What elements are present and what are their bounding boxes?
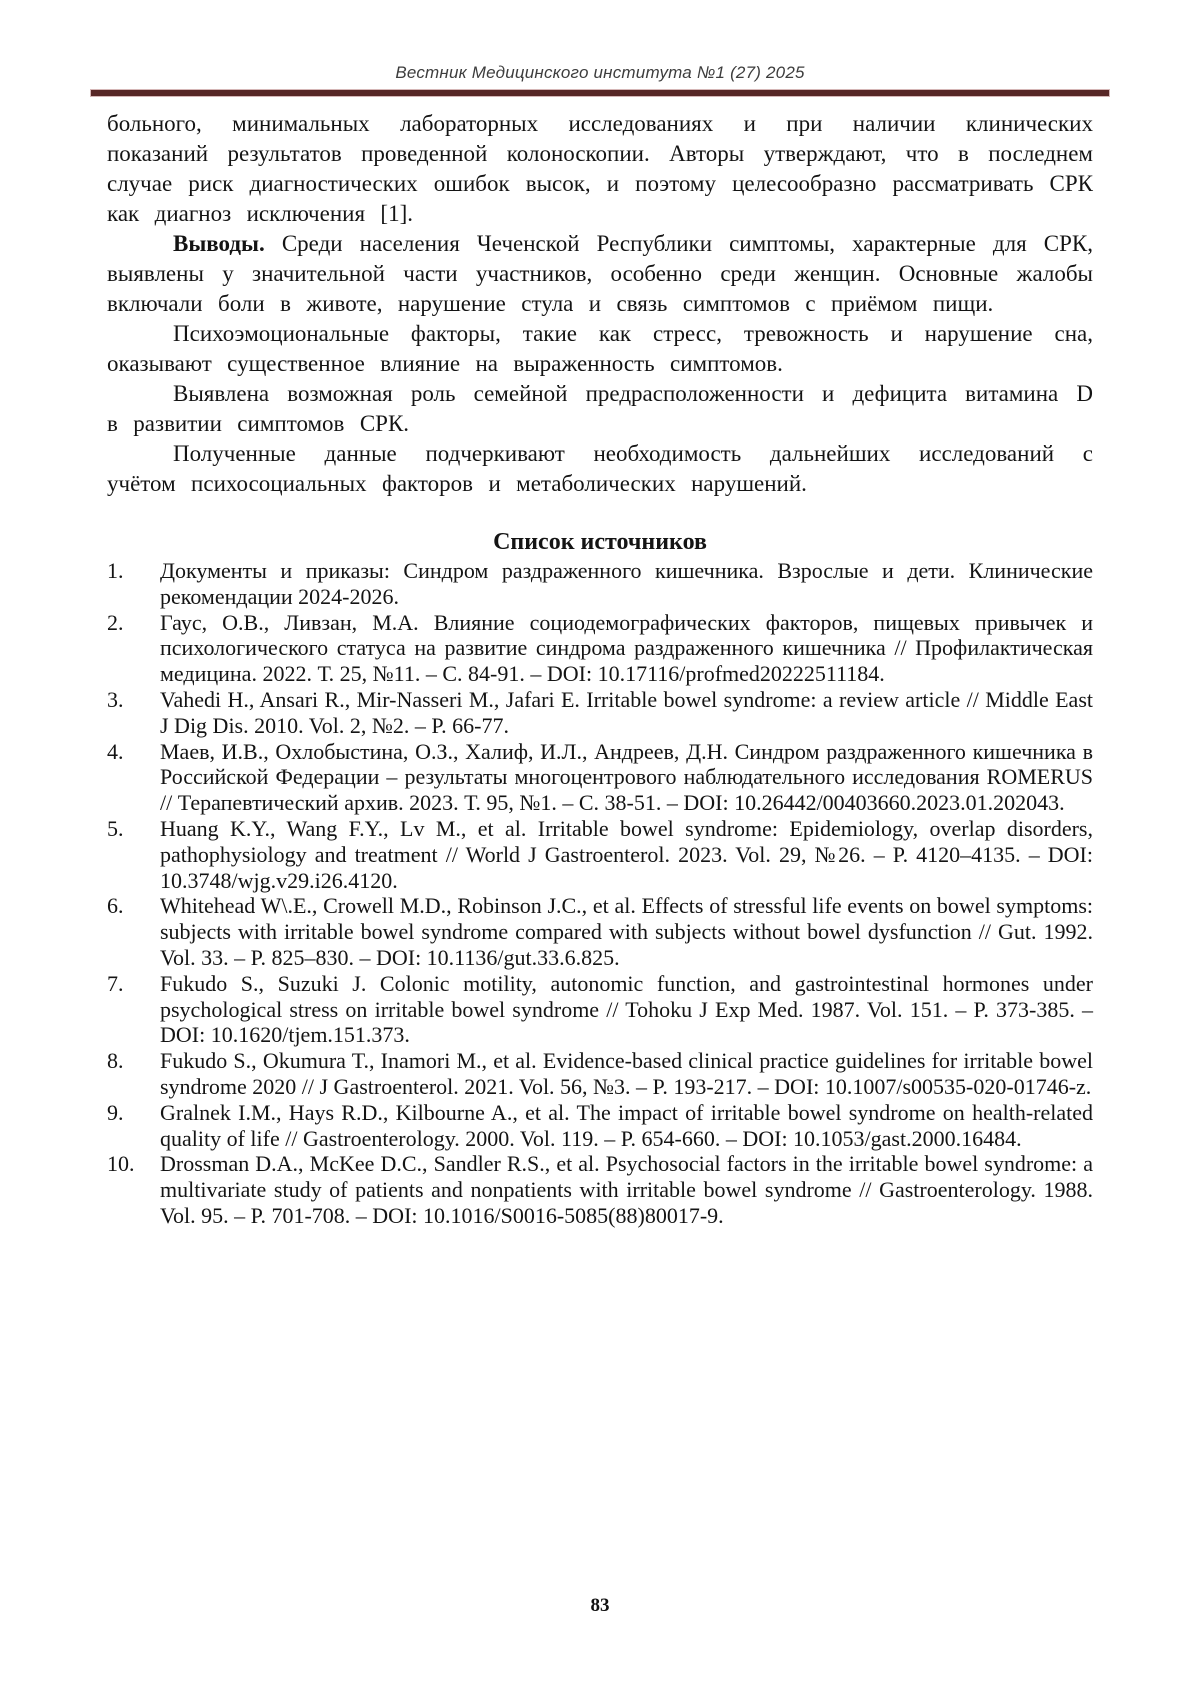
reference-number: 2. — [107, 609, 124, 635]
reference-text: Whitehead W\.E., Crowell M.D., Robinson J.C., et al. Effects of stressful life events on bowel symptoms: subjects with irritable bowel syndrome compared with subjects without bowel dysfunction // Gut. 1992. Vol. 33. – P. 825–830. – DOI: 10.1136/gut.33.6.825. — [160, 893, 1093, 970]
header-divider-rule — [90, 89, 1110, 97]
reference-item — [107, 816, 1093, 893]
paragraph-text: Выявлена возможная роль семейной предрасположенности и дефицита витамина D в развитии симптомов СРК. — [107, 381, 1093, 436]
reference-item — [107, 1151, 1093, 1228]
paragraph-conclusions — [107, 229, 1093, 319]
article-body — [107, 109, 1093, 1229]
reference-item — [107, 687, 1093, 739]
paragraph-text: Психоэмоциональные факторы, такие как стресс, тревожность и нарушение сна, оказывают существенное влияние на выраженность симптомов. — [107, 321, 1093, 376]
reference-text: Gralnek I.M., Hays R.D., Kilbourne A., et al. The impact of irritable bowel syndrome on health-related quality of life // Gastroenterology. 2000. Vol. 119. – P. 654-660. – DOI: 10.1053/gast.2000.16484. — [160, 1099, 1093, 1151]
reference-item — [107, 1048, 1093, 1100]
reference-item — [107, 1100, 1093, 1152]
journal-title: Вестник Медицинского института №1 (27) 2025 — [395, 63, 805, 82]
page-number: 83 — [590, 1595, 610, 1616]
reference-number: 1. — [107, 558, 124, 583]
paragraph-continuation — [107, 109, 1093, 229]
reference-text: Huang K.Y., Wang F.Y., Lv M., et al. Irritable bowel syndrome: Epidemiology, overlap disorders, pathophysiology and treatment // World J Gastroenterol. 2023. Vol. 29, №26. – P. 4120–4135. – DOI: 10.3748/wjg.v29.i26.4120. — [160, 815, 1093, 893]
reference-item — [107, 610, 1093, 687]
paragraph-psycho-factors — [107, 319, 1093, 379]
paragraph-further-research — [107, 439, 1093, 499]
paragraph-text: Полученные данные подчеркивают необходимость дальнейших исследований с учётом психосоциальных факторов и метаболических нарушений. — [107, 441, 1093, 496]
conclusions-label: Выводы. — [173, 231, 265, 256]
journal-header — [107, 62, 1093, 97]
reference-number: 4. — [107, 738, 124, 764]
reference-text: Vahedi H., Ansari R., Mir-Nasseri M., Jafari E. Irritable bowel syndrome: a review article // Middle East J Dig Dis. 2010. Vol. 2, №2. – P. 66-77. — [160, 686, 1093, 738]
reference-item — [107, 893, 1093, 970]
reference-item — [107, 971, 1093, 1048]
reference-number: 8. — [107, 1048, 124, 1074]
paragraph-text: больного, минимальных лабораторных исследованиях и при наличии клинических показаний результатов проведенной колоноскопии. Авторы утверждают, что в последнем случае риск диагностических ошибок высок, и поэтому целесообразно рассматривать СРК как диагноз исключения [1]. — [107, 111, 1093, 226]
reference-text: Маев, И.В., Охлобыстина, О.З., Халиф, И.Л., Андреев, Д.Н. Синдром раздраженного кишечника в Российской Федерации – результаты многоцентрового наблюдательного исследования ROMERUS // Терапевтический архив. 2023. Т. 95, №1. – С. 38-51. – DOI: 10.26442/00403660.2023.01.202043. — [160, 738, 1093, 816]
reference-text: Fukudo S., Suzuki J. Colonic motility, autonomic function, and gastrointestinal hormones under psychological stress on irritable bowel syndrome // Tohoku J Exp Med. 1987. Vol. 151. – P. 373-385. – DOI: 10.1620/tjem.151.373. — [160, 970, 1093, 1048]
reference-text: Drossman D.A., McKee D.C., Sandler R.S., et al. Psychosocial factors in the irritable bowel syndrome: a multivariate study of patients and nonpatients with irritable bowel syndrome // Gastroenterology. 1988. Vol. 95. – P. 701-708. – DOI: 10.1016/S0016-5085(88)80017-9. — [160, 1151, 1093, 1228]
reference-item — [107, 739, 1093, 816]
reference-number: 10. — [107, 1151, 135, 1177]
reference-number: 3. — [107, 686, 124, 712]
paragraph-family-role — [107, 379, 1093, 439]
reference-number: 5. — [107, 815, 124, 841]
reference-number: 9. — [107, 1099, 124, 1125]
reference-number: 7. — [107, 970, 124, 996]
reference-number: 6. — [107, 893, 124, 919]
references-heading: Список источников — [493, 529, 707, 555]
reference-text: Документы и приказы: Синдром раздраженного кишечника. Взрослые и дети. Клинические рекомендации 2024-2026. — [160, 558, 1093, 609]
references-list — [107, 558, 1093, 1229]
reference-text: Гаус, О.В., Ливзан, М.А. Влияние социодемографических факторов, пищевых привычек и психологического статуса на развитие синдрома раздраженного кишечника // Профилактическая медицина. 2022. Т. 25, №11. – С. 84-91. – DOI: 10.17116/profmed20222511184. — [160, 609, 1093, 687]
reference-text: Fukudo S., Okumura T., Inamori M., et al. Evidence-based clinical practice guidelines for irritable bowel syndrome 2020 // J Gastroenterol. 2021. Vol. 56, №3. – P. 193-217. – DOI: 10.1007/s00535-020-01746-z. — [160, 1048, 1093, 1099]
paragraph-text: Среди населения Чеченской Республики симптомы, характерные для СРК, выявлены у значительной части участников, особенно среди женщин. Основные жалобы включали боли в животе, нарушение стула и связь симптомов с приёмом пищи. — [107, 231, 1093, 316]
reference-item — [107, 558, 1093, 610]
